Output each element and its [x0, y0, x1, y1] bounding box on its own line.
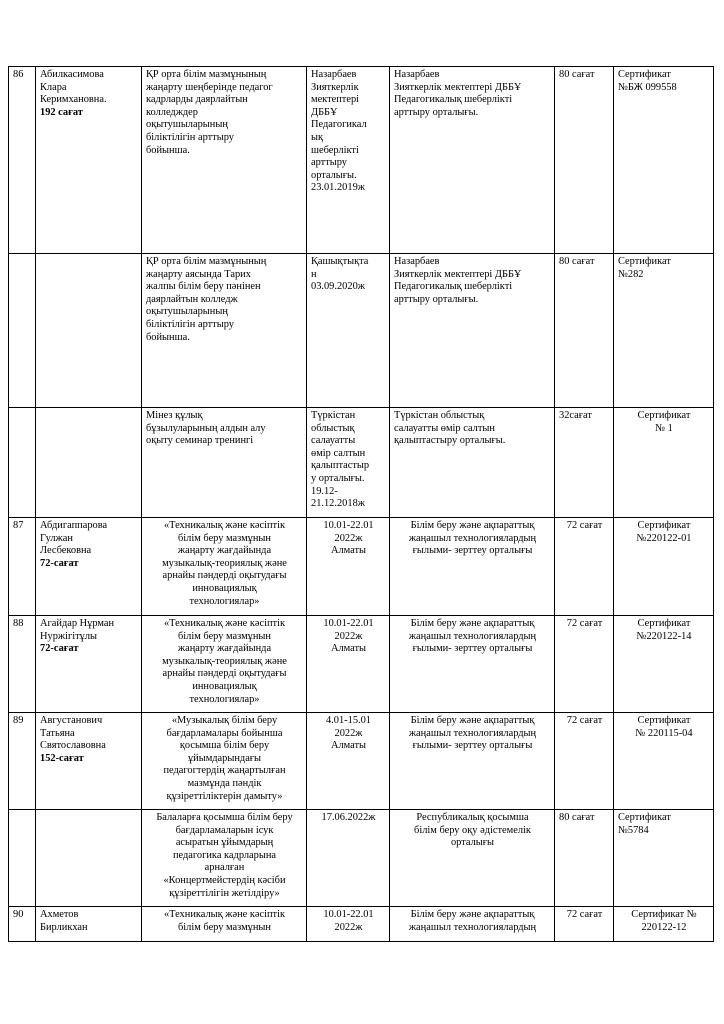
teacher-name-line: Августанович: [40, 715, 103, 726]
teacher-name-line: Керимхановна.: [40, 94, 107, 106]
row-number-cell: [9, 616, 36, 713]
teacher-name-cell: [36, 907, 142, 942]
place-date-line: салауатты: [311, 435, 356, 447]
place-date-line: 2022ж: [334, 532, 363, 544]
course-title-line: арналған: [204, 862, 245, 874]
teacher-name-line: Ахметов: [40, 909, 79, 920]
course-title-line: колледждер: [146, 106, 198, 118]
duration-cell: [555, 713, 614, 810]
table-row: [9, 408, 714, 518]
course-title-line: инновациялық: [192, 680, 257, 692]
duration-cell: [555, 67, 614, 254]
certificate-line: 220122-12: [641, 921, 687, 933]
organizer-cell: [390, 810, 555, 907]
place-date-line: Назарбаев: [311, 69, 357, 80]
table-row: [9, 907, 714, 942]
course-title-line: педагогтердің жаңартылған: [163, 765, 286, 777]
place-date-line: Алматы: [330, 740, 367, 752]
certificate-line: №220122-01: [636, 532, 692, 544]
organizer-line: Білім беру және ақпараттық: [410, 715, 535, 726]
course-title-line: «Техникалық және кәсіптік: [163, 520, 286, 531]
certificate-line: №5784: [618, 824, 649, 836]
total-hours: 152-сағат: [40, 752, 84, 764]
place-date-line: н: [311, 268, 317, 280]
row-number-cell: [9, 254, 36, 408]
total-hours: 72-сағат: [40, 557, 79, 569]
teacher-name-cell: [36, 408, 142, 518]
course-title-line: білім беру мазмұнын: [178, 921, 271, 933]
certificate-line: Сертификат: [618, 812, 671, 823]
course-title-line: инновациялық: [192, 582, 257, 594]
row-number: 88: [13, 618, 24, 629]
duration: 72 сағат: [566, 618, 603, 629]
total-hours: 72-сағат: [40, 643, 79, 655]
duration: 32сағат: [559, 410, 592, 421]
place-date-line: у орталығы.: [311, 472, 365, 484]
organizer-line: Педагогикалық шеберлікті: [394, 281, 513, 293]
course-title-line: оқытушыларының: [146, 119, 228, 131]
teacher-name-line: Святославовна: [40, 740, 106, 752]
course-title-line: жалпы білім беру пәнінен: [146, 281, 261, 293]
place-date-cell: [307, 254, 390, 408]
organizer-line: Білім беру және ақпараттық: [410, 520, 535, 531]
course-title-line: арнайы пәндерді оқытудағы: [162, 668, 287, 680]
duration: 72 сағат: [566, 909, 603, 920]
course-title-line: білім беру мазмұнын: [178, 532, 271, 544]
row-number: 90: [13, 909, 24, 920]
course-title-line: технологиялар»: [189, 595, 260, 607]
place-date-line: 2022ж: [334, 727, 363, 739]
place-date-line: орталығы.: [311, 169, 357, 181]
row-number-cell: [9, 713, 36, 810]
organizer-line: Білім беру және ақпараттық: [410, 909, 535, 920]
course-title-cell: [142, 810, 307, 907]
organizer-line: ғылыми- зерттеу орталығы: [412, 643, 533, 655]
place-date-cell: [307, 408, 390, 518]
place-date-line: 21.12.2018ж: [311, 498, 365, 510]
duration-cell: [555, 408, 614, 518]
organizer-line: қалыптастыру орталығы.: [394, 435, 506, 447]
certificate-line: №БЖ 099558: [618, 81, 677, 93]
place-date-line: 23.01.2019ж: [311, 182, 365, 194]
organizer-line: арттыру орталығы.: [394, 293, 479, 305]
organizer-line: Зияткерлік мектептері ДББҰ: [394, 81, 522, 93]
place-date-line: 19.12-: [311, 485, 338, 497]
teacher-name-cell: [36, 713, 142, 810]
organizer-cell: [390, 408, 555, 518]
organizer-line: салауатты өмір салтын: [394, 422, 495, 434]
course-title-line: музыкалық-теориялық және: [162, 655, 287, 667]
course-title-line: білім беру мазмұнын: [178, 630, 271, 642]
teacher-name-line: Лесбековна: [40, 545, 92, 557]
course-title-line: асыратын ұйымдарың: [175, 837, 274, 849]
course-title-line: бағдарламалары бойынша: [166, 727, 283, 739]
row-number: 86: [13, 69, 24, 80]
certificate-cell: [614, 408, 714, 518]
certificate-line: № 1: [655, 422, 673, 434]
organizer-line: ғылыми- зерттеу орталығы: [412, 545, 533, 557]
course-title-line: оқытушыларының: [146, 306, 228, 318]
certificate-line: № 220115-04: [635, 727, 693, 739]
organizer-line: жаңашыл технологиялардың: [408, 727, 537, 739]
organizer-line: білім беру оқу әдістемелік: [414, 824, 531, 836]
course-title-line: музыкалық-теориялық және: [162, 557, 287, 569]
organizer-line: ғылыми- зерттеу орталығы: [412, 740, 533, 752]
row-number-cell: [9, 518, 36, 616]
certificate-cell: [614, 518, 714, 616]
course-title-line: оқыту семинар тренингі: [146, 435, 254, 447]
place-date-line: Зияткерлік: [311, 81, 359, 93]
certificate-line: Сертификат: [637, 410, 691, 421]
course-title-line: Балаларға қосымша білім беру: [156, 812, 293, 823]
course-title-line: Мінез құлық: [146, 410, 203, 421]
place-date-line: 10.01-22.01: [323, 909, 374, 920]
place-date-cell: [307, 713, 390, 810]
organizer-line: Республикалық қосымша: [416, 812, 529, 823]
certificate-cell: [614, 67, 714, 254]
duration: 80 сағат: [559, 812, 595, 823]
certificate-line: №282: [618, 268, 644, 280]
table-row: [9, 518, 714, 616]
place-date-cell: [307, 616, 390, 713]
place-date-line: Түркістан: [311, 410, 356, 421]
place-date-line: өмір салтын: [311, 447, 366, 459]
certificate-line: Сертификат: [618, 69, 671, 80]
place-date-line: Педагогикал: [311, 119, 367, 131]
teacher-name-cell: [36, 518, 142, 616]
course-title-line: «Музыкалық білім беру: [171, 715, 278, 726]
course-title-line: ҚР орта білім мазмұнының: [146, 69, 267, 80]
course-title-line: жаңарту шеңберінде педагог: [146, 81, 273, 93]
organizer-line: Назарбаев: [394, 69, 440, 80]
course-title-cell: [142, 254, 307, 408]
course-title-cell: [142, 67, 307, 254]
organizer-line: Түркістан облыстық: [394, 410, 485, 421]
certificate-line: Сертификат №: [631, 909, 697, 920]
place-date-line: Қашықтықта: [311, 256, 369, 267]
place-date-line: қалыптастыр: [311, 460, 370, 472]
place-date-line: 03.09.2020ж: [311, 281, 365, 293]
place-date-cell: [307, 907, 390, 942]
row-number-cell: [9, 810, 36, 907]
place-date-line: Алматы: [330, 643, 367, 655]
course-title-line: бағдарламаларын ісук: [175, 824, 274, 836]
place-date-line: Алматы: [330, 545, 367, 557]
course-title-line: бұзылуларының алдын алу: [146, 422, 266, 434]
teacher-name-cell: [36, 254, 142, 408]
organizer-cell: [390, 254, 555, 408]
place-date-line: арттыру: [311, 157, 347, 169]
organizer-line: жаңашыл технологиялардың: [408, 921, 537, 933]
certificate-cell: [614, 713, 714, 810]
place-date-cell: [307, 518, 390, 616]
organizer-cell: [390, 518, 555, 616]
teacher-name-line: Абдигаппарова: [40, 520, 108, 531]
duration: 72 сағат: [566, 715, 603, 726]
total-hours: 192 сағат: [40, 106, 83, 118]
course-title-line: даярлайтын колледж: [146, 293, 238, 305]
course-title-line: «Техникалық және кәсіптік: [163, 909, 286, 920]
place-date-line: 2022ж: [334, 630, 363, 642]
course-title-line: біліктілігін арттыру: [146, 131, 234, 143]
course-title-line: жаңарту жағдайында: [177, 545, 272, 557]
place-date-cell: [307, 810, 390, 907]
course-title-line: құзіреттіліктерін дамыту»: [166, 790, 283, 802]
organizer-line: Білім беру және ақпараттық: [410, 618, 535, 629]
organizer-line: арттыру орталығы.: [394, 106, 479, 118]
certificate-cell: [614, 616, 714, 713]
organizer-line: Назарбаев: [394, 256, 440, 267]
row-number: 87: [13, 520, 24, 531]
teacher-name-line: Абилкасимова: [40, 69, 104, 80]
organizer-line: Педагогикалық шеберлікті: [394, 94, 513, 106]
organizer-cell: [390, 907, 555, 942]
course-title-cell: [142, 907, 307, 942]
organizer-line: жаңашыл технологиялардың: [408, 630, 537, 642]
duration: 80 сағат: [559, 256, 595, 267]
place-date-cell: [307, 67, 390, 254]
teacher-name-cell: [36, 616, 142, 713]
course-title-cell: [142, 408, 307, 518]
course-title-line: кадрларды даярлайтын: [146, 94, 248, 106]
row-number: 89: [13, 715, 24, 726]
teacher-name-line: Клара: [40, 81, 67, 93]
course-title-line: жаңарту жағдайында: [177, 643, 272, 655]
duration-cell: [555, 254, 614, 408]
table-row: [9, 67, 714, 254]
table-row: [9, 810, 714, 907]
table-row: [9, 616, 714, 713]
certificate-cell: [614, 254, 714, 408]
certificate-line: Сертификат: [637, 715, 691, 726]
place-date-line: 10.01-22.01: [323, 618, 374, 629]
teacher-name-line: Татьяна: [40, 727, 75, 739]
certificate-line: №220122-14: [636, 630, 692, 642]
teacher-name-cell: [36, 810, 142, 907]
certificate-line: Сертификат: [637, 618, 691, 629]
organizer-cell: [390, 713, 555, 810]
course-title-line: ұйымдарындағы: [187, 752, 262, 764]
course-title-line: педагогика кадрларына: [172, 849, 277, 861]
course-title-line: «Концертмейстердің кәсіби: [163, 874, 286, 886]
certificate-line: Сертификат: [637, 520, 691, 531]
duration-cell: [555, 518, 614, 616]
organizer-line: жаңашыл технологиялардың: [408, 532, 537, 544]
course-title-line: технологиялар»: [189, 693, 260, 705]
course-title-cell: [142, 616, 307, 713]
course-title-line: біліктілігін арттыру: [146, 318, 234, 330]
certificate-cell: [614, 907, 714, 942]
certificate-line: Сертификат: [618, 256, 671, 267]
place-date-line: ық: [311, 131, 324, 143]
course-title-line: мазмұнда пәндік: [187, 777, 262, 789]
training-registry-table: [8, 66, 714, 942]
course-title-cell: [142, 518, 307, 616]
course-title-line: арнайы пәндерді оқытудағы: [162, 570, 287, 582]
course-title-line: бойынша.: [146, 144, 190, 156]
place-date-line: шеберлікті: [311, 144, 359, 156]
row-number-cell: [9, 907, 36, 942]
teacher-name-cell: [36, 67, 142, 254]
place-date-line: 2022ж: [334, 921, 363, 933]
teacher-name-line: Бирликхан: [40, 921, 88, 933]
duration-cell: [555, 810, 614, 907]
place-date-line: облыстық: [311, 422, 355, 434]
place-date-line: мектептері: [311, 94, 360, 106]
course-title-line: бойынша.: [146, 331, 190, 343]
place-date-line: 17.06.2022ж: [321, 812, 376, 823]
organizer-line: орталығы: [450, 837, 495, 849]
organizer-line: Зияткерлік мектептері ДББҰ: [394, 268, 522, 280]
course-title-line: «Техникалық және кәсіптік: [163, 618, 286, 629]
teacher-name-line: Агайдар Нұрман: [40, 618, 115, 629]
row-number-cell: [9, 408, 36, 518]
teacher-name-line: Гулжан: [40, 532, 73, 544]
organizer-cell: [390, 67, 555, 254]
course-title-line: жаңарту аясында Тарих: [146, 268, 251, 280]
duration-cell: [555, 616, 614, 713]
table-row: [9, 254, 714, 408]
teacher-name-line: Нуржігітұлы: [40, 630, 98, 642]
course-title-line: ҚР орта білім мазмұнының: [146, 256, 267, 267]
duration: 72 сағат: [566, 520, 603, 531]
duration: 80 сағат: [559, 69, 595, 80]
course-title-line: құзіреттілігін жетілдіру»: [169, 887, 280, 899]
row-number-cell: [9, 67, 36, 254]
place-date-line: 4.01-15.01: [325, 715, 372, 726]
organizer-cell: [390, 616, 555, 713]
duration-cell: [555, 907, 614, 942]
place-date-line: ДББҰ: [311, 106, 338, 118]
course-title-line: қосымша білім беру: [179, 740, 270, 752]
table-row: [9, 713, 714, 810]
course-title-cell: [142, 713, 307, 810]
place-date-line: 10.01-22.01: [323, 520, 374, 531]
certificate-cell: [614, 810, 714, 907]
